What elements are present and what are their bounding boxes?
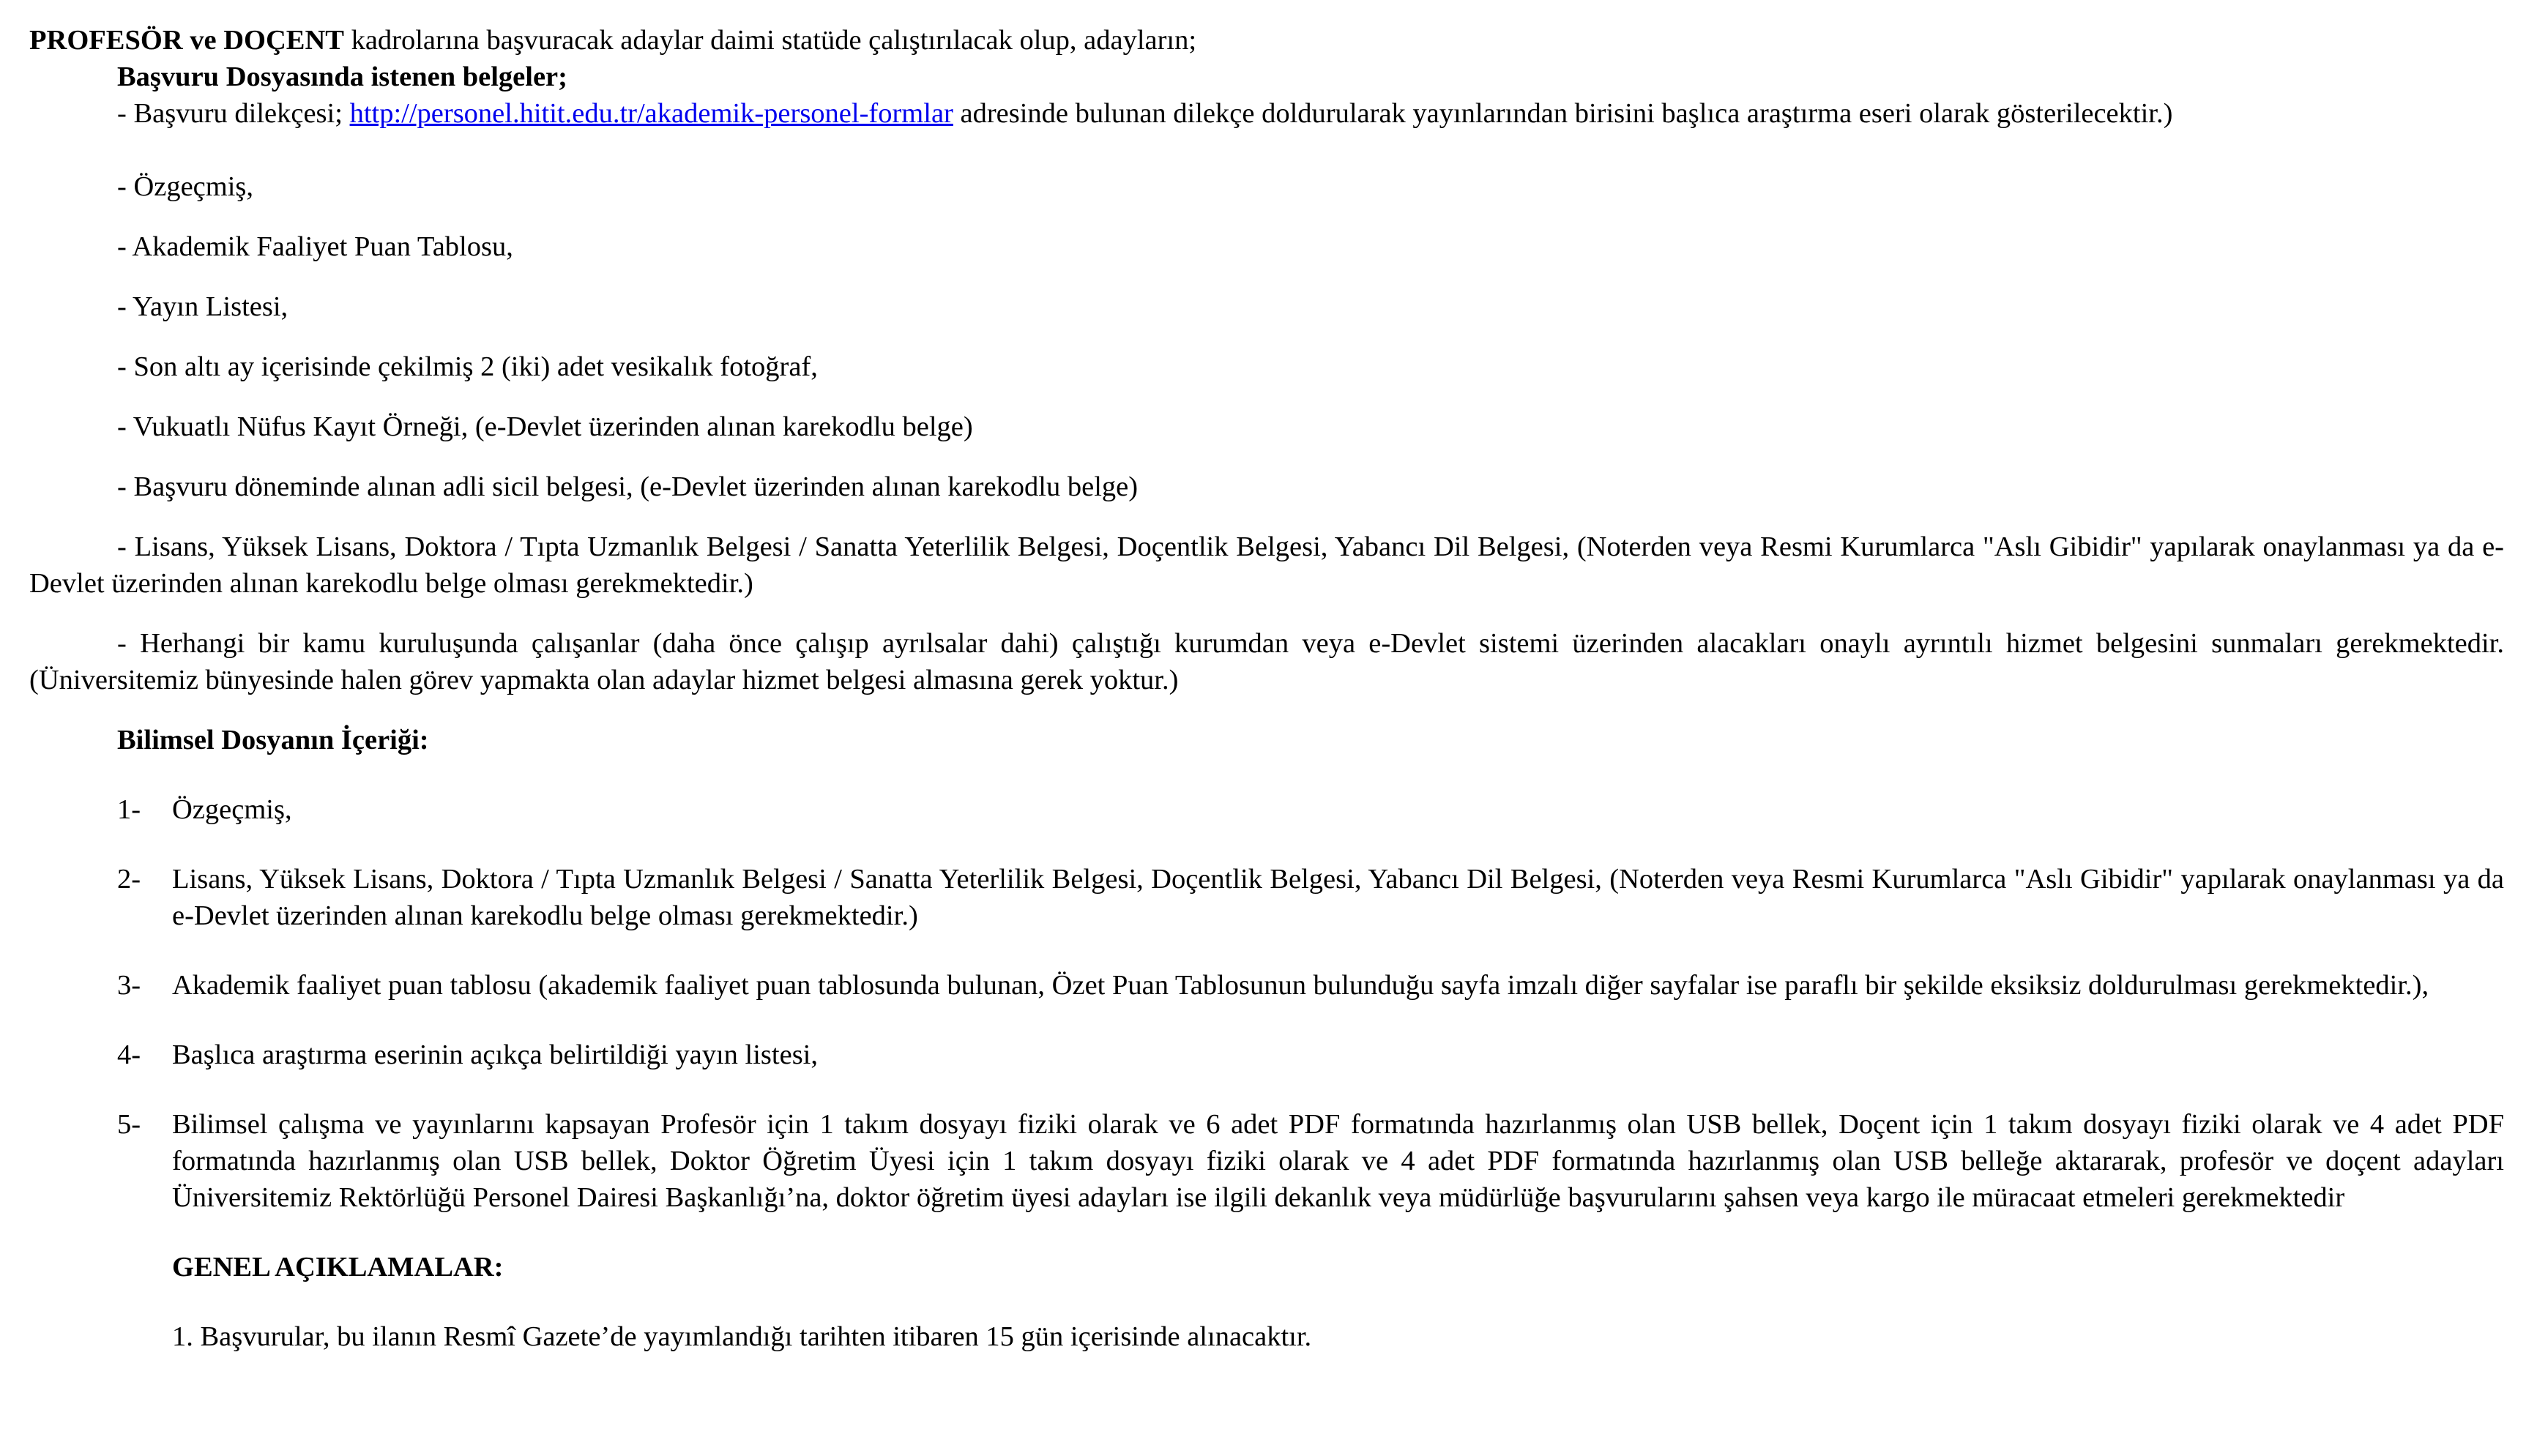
list-text: Özgeçmiş, [172,794,292,825]
scientific-list-item [29,791,2504,828]
list-text: Akademik faaliyet puan tablosu (akademik faaliyet puan tablosunda bulunan, Özet Puan Tablosunun bulunduğu sayfa imzalı diğer sayfalar ise paraflı bir şekilde eksiksiz doldurulması gerekmektedir.), [172,970,2429,1001]
list-text: Lisans, Yüksek Lisans, Doktora / Tıpta Uzmanlık Belgesi / Sanatta Yeterlilik Belgesi, Doçentlik Belgesi, Yabancı Dil Belgesi, (Noterden veya Resmi Kurumlarca "Aslı Gibidir" yapılarak onaylanması ya da e-Devlet üzerinden alınan karekodlu belge olması gerekmektedir.) [172,864,2504,931]
intro-text: kadrolarına başvuracak adaylar daimi statüde çalıştırılacak olup, adayların; [343,25,1197,56]
general-heading: GENEL AÇIKLAMALAR: [172,1252,504,1283]
forms-link[interactable]: http://personel.hitit.edu.tr/akademik-personel-formlar [349,98,953,129]
list-item: - Başvuru döneminde alınan adli sicil belgesi, (e-Devlet üzerinden alınan karekodlu belge) [117,471,1139,502]
scientific-list-item [29,1106,2504,1216]
petition-item [29,95,2504,132]
list-number: 5- [117,1109,141,1140]
list-number: 1- [117,794,141,825]
petition-suffix: adresinde bulunan dilekçe doldurularak yayınlarından birisini başlıca araştırma eseri olarak gösterilecektir.) [953,98,2173,129]
list-number: 2- [117,864,141,895]
list-item: - Yayın Listesi, [117,291,288,322]
scientific-list-item [29,861,2504,934]
list-item: - Akademik Faaliyet Puan Tablosu, [117,231,513,262]
required-docs-heading: Başvuru Dosyasında istenen belgeler; [117,61,567,92]
list-text: Başlıca araştırma eserinin açıkça belirtildiği yayın listesi, [172,1039,819,1070]
list-item: - Özgeçmiş, [117,171,254,202]
list-number: 3- [117,970,141,1001]
list-item: - Vukuatlı Nüfus Kayıt Örneği, (e-Devlet üzerinden alınan karekodlu belge) [117,411,973,442]
intro-paragraph [29,22,2504,59]
petition-prefix: - Başvuru dilekçesi; [117,98,350,129]
intro-bold: PROFESÖR ve DOÇENT [29,25,344,56]
service-item: - Herhangi bir kamu kuruluşunda çalışanlar (daha önce çalışıp ayrılsalar dahi) çalıştığı kurumdan veya e-Devlet sistemi üzerinden alacakları onaylı ayrıntılı hizmet belgesini sunmaları gerekmektedir. (Üniversitemiz bünyesinde halen görev yapmakta olan adaylar hizmet belgesi almasına gerek yoktur.) [29,628,2504,695]
document-page [29,22,2504,1355]
list-number: 4- [117,1039,141,1070]
scientific-heading: Bilimsel Dosyanın İçeriği: [117,725,429,755]
general-item: 1. Başvurular, bu ilanın Resmî Gazete’de yayımlandığı tarihten itibaren 15 gün içerisinde alınacaktır. [172,1321,1312,1352]
scientific-list-item [29,1037,2504,1073]
scientific-list-item [29,967,2504,1004]
list-text: Bilimsel çalışma ve yayınlarını kapsayan Profesör için 1 takım dosyayı fiziki olarak ve 6 adet PDF formatında hazırlanmış olan USB bellek, Doçent için 1 takım dosyayı fiziki olarak ve 4 adet PDF formatında hazırlanmış olan USB bellek, Doktor Öğretim Üyesi için 1 takım dosyayı fiziki olarak ve 4 adet PDF formatında hazırlanmış olan USB belleğe aktararak, profesör ve doçent adayları Üniversitemiz Rektörlüğü Personel Dairesi Başkanlığı’na, doktor öğretim üyesi adayları ise ilgili dekanlık veya müdürlüğe başvurularını şahsen veya kargo ile müracaat etmeleri gerekmektedir [172,1109,2504,1213]
list-item: - Son altı ay içerisinde çekilmiş 2 (iki) adet vesikalık fotoğraf, [117,351,818,382]
diploma-item: - Lisans, Yüksek Lisans, Doktora / Tıpta Uzmanlık Belgesi / Sanatta Yeterlilik Belgesi, Doçentlik Belgesi, Yabancı Dil Belgesi, (Noterden veya Resmi Kurumlarca "Aslı Gibidir" yapılarak onaylanması ya da e-Devlet üzerinden alınan karekodlu belge olması gerekmektedir.) [29,531,2504,599]
